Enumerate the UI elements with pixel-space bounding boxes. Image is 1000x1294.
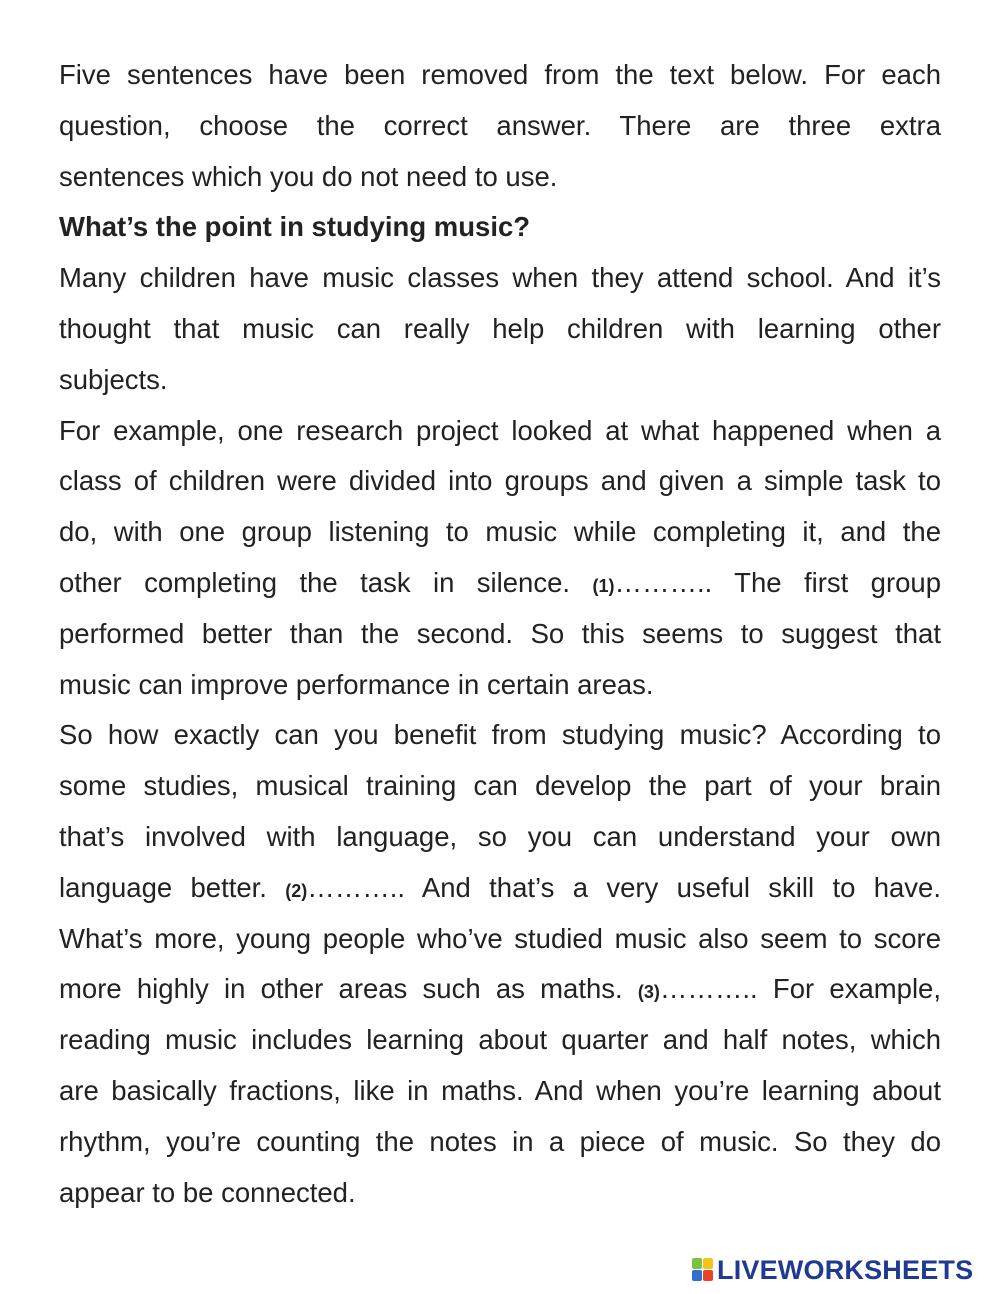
liveworksheets-brand[interactable] [692, 1255, 973, 1285]
text-line-with-gap [59, 558, 941, 609]
text-segment: language better. [59, 871, 286, 903]
text-line: thought that music can really help children with learning other [59, 312, 941, 344]
gap-1-number: (1) [592, 575, 615, 596]
text-line: subjects. [59, 363, 168, 395]
instructions [59, 50, 941, 202]
text-segment: other completing the task in silence. [59, 566, 593, 598]
paragraph-2 [59, 406, 941, 711]
text-line: music can improve performance in certain areas. [59, 668, 654, 700]
text-line: For example, one research project looked at what happened when a [59, 414, 941, 446]
instructions-line: question, choose the correct answer. There are three extra [59, 109, 941, 141]
gap-2-number: (2) [285, 880, 308, 901]
gap-3-blank[interactable]: ……….. For example, [659, 973, 941, 1005]
text-line: rhythm, you’re counting the notes in a piece of music. So they do [59, 1125, 941, 1157]
paragraph-1 [59, 253, 941, 405]
gap-1-blank[interactable]: ……….. The first group [614, 566, 941, 598]
text-segment: more highly in other areas such as maths. [59, 973, 638, 1005]
text-line: Many children have music classes when they attend school. And it’s [59, 262, 941, 294]
paragraph-3 [59, 710, 941, 1218]
text-line: appear to be connected. [59, 1176, 356, 1208]
text-line: do, with one group listening to music while completing it, and the [59, 516, 941, 548]
text-line: class of children were divided into groups and given a simple task to [59, 465, 941, 497]
worksheet-page [59, 50, 941, 1218]
text-line-with-gap [59, 964, 941, 1015]
gap-3-number: (3) [637, 982, 660, 1003]
text-line: So how exactly can you benefit from studying music? According to [59, 719, 941, 751]
text-line: performed better than the second. So this seems to suggest that [59, 617, 941, 649]
liveworksheets-logo-icon [692, 1258, 714, 1282]
text-line-with-gap [59, 863, 941, 914]
text-line: that’s involved with language, so you can understand your own [59, 820, 941, 852]
text-line: What’s more, young people who’ve studied music also seem to score [59, 922, 941, 954]
instructions-line: sentences which you do not need to use. [59, 160, 558, 192]
brand-name: LIVEWORKSHEETS [717, 1255, 974, 1285]
instructions-line: Five sentences have been removed from the text below. For each [59, 59, 941, 90]
text-line: are basically fractions, like in maths. And when you’re learning about [59, 1074, 941, 1106]
gap-2-blank[interactable]: ……….. And that’s a very useful skill to have. [307, 871, 941, 903]
article-title: What’s the point in studying music? [59, 211, 531, 243]
text-line: some studies, musical training can develop the part of your brain [59, 770, 941, 802]
text-line: reading music includes learning about quarter and half notes, which [59, 1024, 941, 1056]
